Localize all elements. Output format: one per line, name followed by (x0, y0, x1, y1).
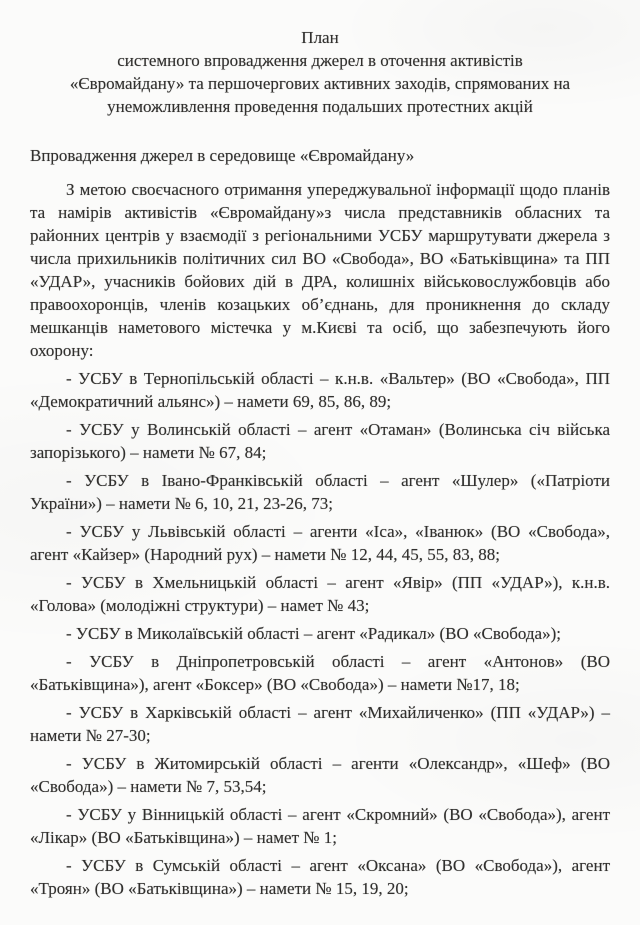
list-item-mykolaivska: - УСБУ в Миколаївській області – агент «Радикал» (ВО «Свобода»); (66, 624, 561, 643)
intro-paragraph: З метою своєчасного отримання упереджувальної інформації щодо планів та намірів активістів «Євромайдану»з числа представників обласних та районних центрів у взаємодії з регіональними УСБУ маршрутувати джерела з числа прихильників політичних сил ВО «Свобода», ВО «Батьківщина» та ПП «УДАР», учасників бойових дій в ДРА, колишніх військовослужбовців або правоохоронців, членів козацьких об’єднань, для проникнення до складу мешканців наметового містечка у м.Києві та осіб, що забезпечують його охорону: (30, 180, 610, 360)
list-item-ternopilska: - УСБУ в Тернопільській області – к.н.в. «Вальтер» (ВО «Свобода», ПП «Демократичний альянс») – намети 69, 85, 86, 89; (30, 369, 610, 411)
title-line-2: системного впровадження джерел в оточення активістів (117, 51, 523, 70)
list-item-khmelnytska: - УСБУ в Хмельницькій області – агент «Явір» (ПП «УДАР»), к.н.в. «Голова» (молодіжні структури) – намет № 43; (30, 573, 610, 615)
section-heading: Впровадження джерел в середовище «Євромайдану» (30, 146, 415, 165)
list-item-lvivska: - УСБУ у Львівській області – агенти «Іса», «Іванюк» (ВО «Свобода», агент «Кайзер» (Народний рух) – намети № 12, 44, 45, 55, 83, 88; (30, 522, 610, 564)
list-item-zhytomyrska: - УСБУ в Житомирській області – агенти «Олександр», «Шеф» (ВО «Свобода») – намети № 7, 53,54; (30, 754, 610, 796)
list-item-sumska: - УСБУ в Сумській області – агент «Оксана» (ВО «Свобода»), агент «Троян» (ВО «Батьківщина») – намети № 15, 19, 20; (30, 856, 610, 898)
list-item-vinnytska: - УСБУ у Вінницькій області – агент «Скромний» (ВО «Свобода»), агент «Лікар» (ВО «Батьківщина») – намет № 1; (30, 805, 610, 847)
list-item-kharkivska: - УСБУ в Харківській області – агент «Михайличенко» (ПП «УДАР») – намети № 27-30; (30, 703, 610, 745)
title-line-4: унеможливлення проведення подальших протестних акцій (107, 97, 533, 116)
list-item-volynska: - УСБУ у Волинській області – агент «Отаман» (Волинська січ війська запорізького) – намети № 67, 84; (30, 420, 610, 462)
title-line-3: «Євромайдану» та першочергових активних заходів, спрямованих на (69, 74, 571, 93)
title-line-1: План (301, 28, 339, 47)
list-item-dnipropetrovska: - УСБУ в Дніпропетровській області – агент «Антонов» (ВО «Батьківщина»), агент «Боксер» (ВО «Свобода») – намети №17, 18; (30, 652, 610, 694)
list-item-ivano-frankivska: - УСБУ в Івано-Франківській області – агент «Шулер» («Патріоти України») – намети № 6, 10, 21, 23-26, 73; (30, 471, 610, 513)
document-title (30, 26, 610, 118)
